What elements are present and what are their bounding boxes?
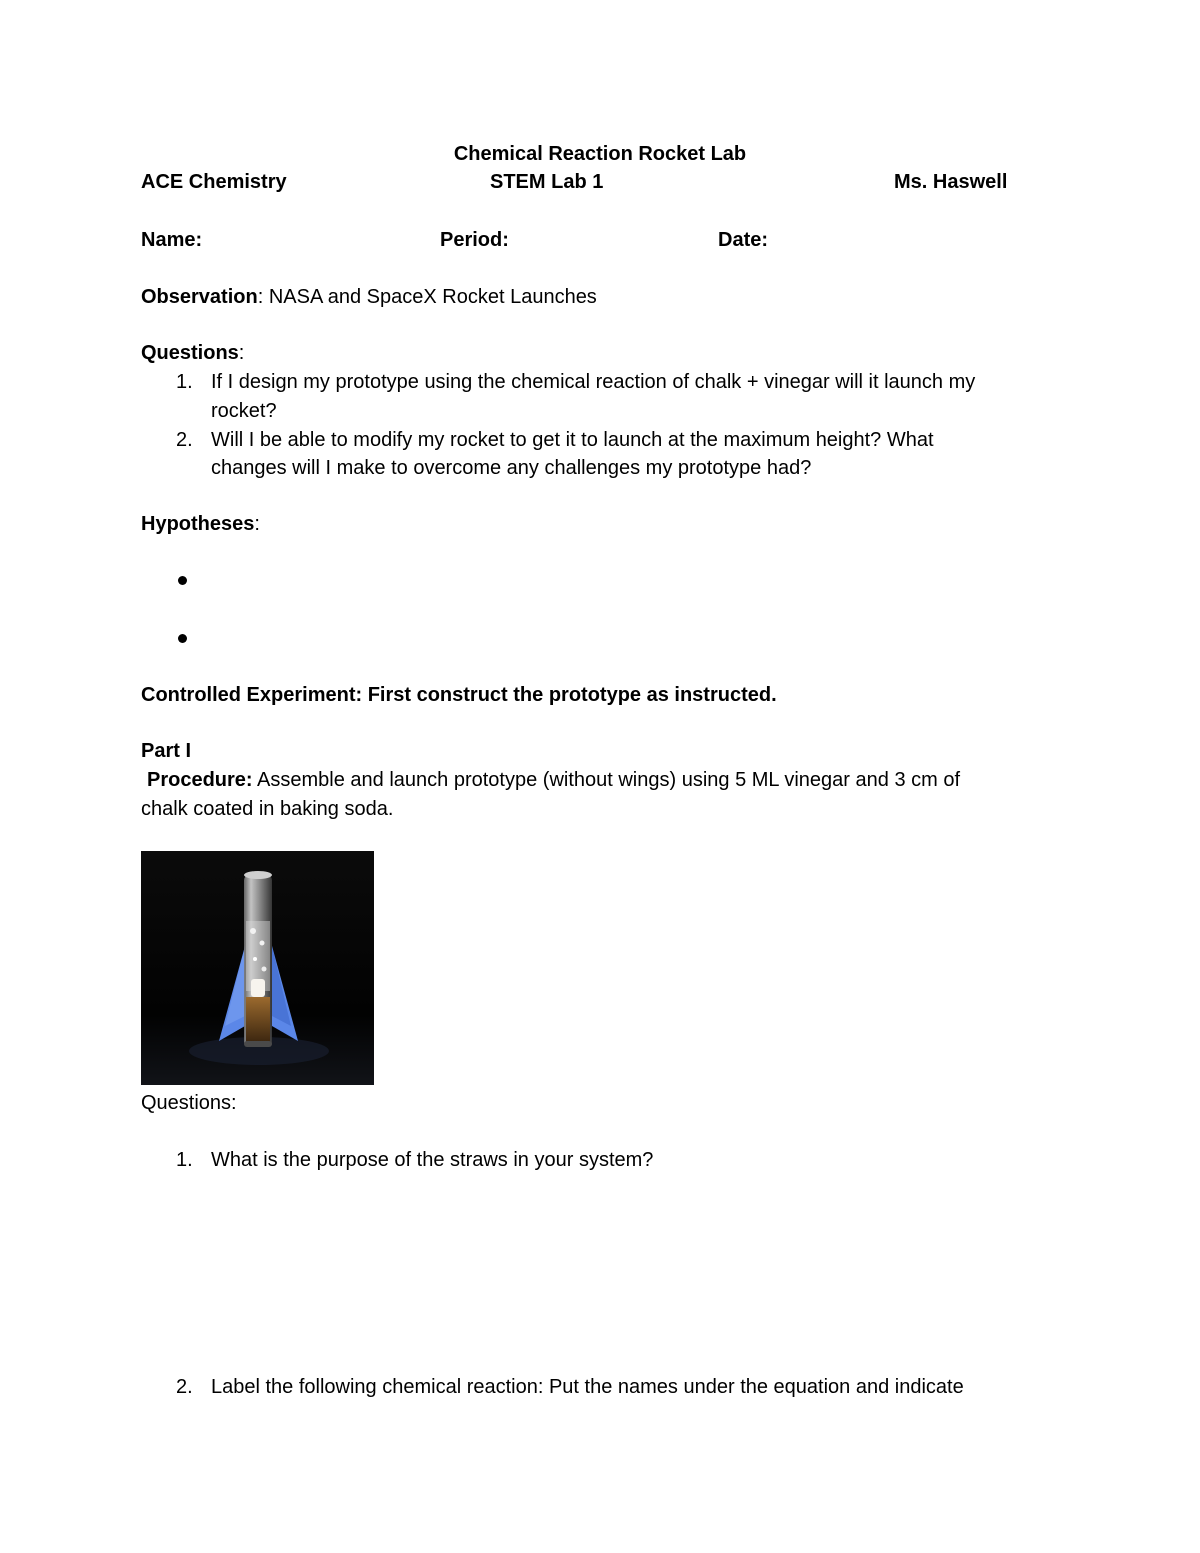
rocket-prototype-photo [141, 851, 374, 1085]
question-1-line-1: If I design my prototype using the chemical reaction of chalk + vinegar will it launch my [211, 371, 976, 393]
controlled-experiment-heading: Controlled Experiment: First construct the prototype as instructed. [141, 684, 777, 706]
hypotheses-colon: : [254, 513, 260, 535]
part-1-question-1: What is the purpose of the straws in your system? [211, 1149, 654, 1171]
questions-label: Questions [141, 342, 239, 364]
question-number: 2. [176, 429, 193, 451]
hypothesis-bullet [178, 634, 187, 643]
procedure-label: Procedure: [147, 769, 253, 791]
period-label: Period: [440, 229, 509, 251]
procedure-line-2: chalk coated in baking soda. [141, 798, 394, 820]
hypotheses-label: Hypotheses [141, 513, 255, 535]
procedure-text: Assemble and launch prototype (without wings) using 5 ML vinegar and 3 cm of [252, 769, 961, 791]
observation-line [141, 287, 597, 307]
question-1-line-2: rocket? [211, 400, 277, 422]
document-title: Chemical Reaction Rocket Lab [453, 143, 747, 165]
hypotheses-heading [141, 514, 260, 534]
observation-colon: : [257, 286, 264, 308]
rocket-illustration [141, 851, 374, 1085]
name-label: Name: [141, 229, 203, 251]
questions-colon: : [238, 342, 245, 364]
questions-heading [141, 343, 244, 363]
question-2-line-2: changes will I make to overcome any challenges my prototype had? [211, 457, 812, 479]
question-number: 1. [176, 1149, 193, 1171]
observation-text: NASA and SpaceX Rocket Launches [263, 286, 597, 308]
procedure-line-1 [141, 770, 960, 790]
hypothesis-bullet [178, 576, 187, 585]
question-number: 2. [176, 1376, 193, 1398]
lab-name: STEM Lab 1 [490, 171, 604, 193]
observation-label: Observation [141, 286, 258, 308]
part-1-question-2: Label the following chemical reaction: Put the names under the equation and indicate [211, 1376, 964, 1398]
date-label: Date: [718, 229, 769, 251]
course-name: ACE Chemistry [141, 171, 287, 193]
teacher-name: Ms. Haswell [894, 171, 1008, 193]
part-1-heading: Part I [141, 740, 192, 762]
part-1-questions-label: Questions: [141, 1092, 237, 1114]
question-2-line-1: Will I be able to modify my rocket to get it to launch at the maximum height? What [211, 429, 934, 451]
question-number: 1. [176, 371, 193, 393]
